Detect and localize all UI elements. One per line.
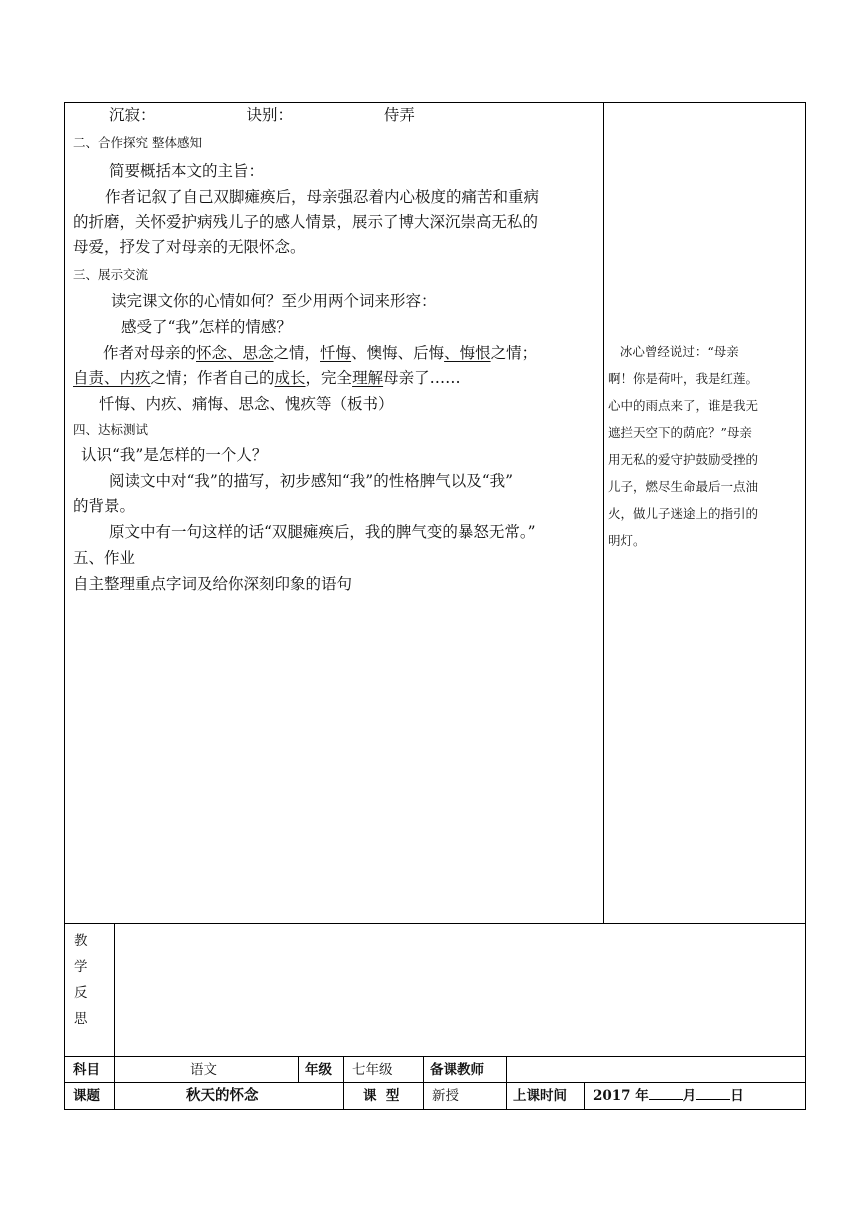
- info-col-divider: [423, 1056, 424, 1110]
- side-note-line: 用无私的爱守护鼓励受挫的: [608, 452, 759, 467]
- section-2-answer-line-2: 的折磨，关怀爱护病残儿子的感人情景，展示了博大深沉崇高无私的: [73, 213, 539, 231]
- section-2-question: 简要概括本文的主旨：: [109, 162, 265, 180]
- topic-label: 课题: [73, 1088, 100, 1104]
- side-note-line: 火，做儿子迷途上的指引的: [608, 506, 759, 521]
- section-2-answer-line-3: 母爱，抒发了对母亲的无限怀念。: [73, 238, 306, 256]
- type-label: 课 型: [363, 1088, 400, 1104]
- side-note-line: 冰心曾经说过：“母亲: [608, 344, 739, 359]
- text-fragment: 之情；: [490, 344, 538, 362]
- vocab-row: [109, 104, 415, 126]
- text-fragment: 母亲了……: [383, 369, 461, 387]
- underlined-term: 忏悔: [320, 344, 352, 362]
- subject-label: 科目: [73, 1062, 100, 1078]
- text-fragment: 之情；作者自己的: [150, 369, 275, 387]
- section-3-question-1: 读完课文你的心情如何？至少用两个词来形容：: [111, 292, 437, 310]
- section-3-answer-line-2: [73, 367, 461, 389]
- info-col-divider: [343, 1056, 344, 1110]
- section-4-answer-line-1: 阅读文中对“我”的描写，初步感知“我”的性格脾气以及“我”: [109, 472, 514, 490]
- subject-value: 语文: [190, 1062, 217, 1078]
- info-col-divider: [506, 1056, 507, 1110]
- reflection-row: [64, 923, 806, 1057]
- section-4-answer-line-3: 原文中有一句这样的话“双腿瘫痪后，我的脾气变的暴怒无常。”: [109, 523, 536, 541]
- day-blank[interactable]: [696, 1083, 730, 1100]
- class-date: [593, 1083, 744, 1109]
- section-4-question: 认识“我”是怎样的一个人？: [81, 446, 268, 464]
- side-note: [608, 338, 800, 554]
- reflection-label: [74, 928, 88, 1032]
- section-2-heading: 二、合作探究 整体感知: [73, 135, 202, 150]
- text-fragment: ，完全: [305, 369, 353, 387]
- info-col-divider: [584, 1083, 585, 1110]
- section-4-answer-line-2: 的背景。: [73, 497, 136, 515]
- side-note-line: 啊！你是荷叶，我是红莲。: [608, 371, 759, 386]
- vocab-word-3: 侍弄: [383, 106, 415, 124]
- topic-value: 秋天的怀念: [186, 1087, 259, 1104]
- vocab-word-2: 诀别：: [246, 106, 293, 124]
- type-value: 新授: [432, 1088, 459, 1104]
- underlined-term: 自责、内疚: [73, 369, 151, 387]
- grade-label: 年级: [305, 1062, 332, 1078]
- vocab-word-1: 沉寂：: [109, 106, 156, 124]
- side-note-line: 遮拦天空下的荫庇？”母亲: [608, 425, 752, 440]
- teacher-label: 备课教师: [430, 1062, 484, 1078]
- side-note-line: 儿子，燃尽生命最后一点油: [608, 479, 759, 494]
- column-divider: [603, 102, 604, 924]
- section-3-heading: 三、展示交流: [73, 267, 149, 282]
- underlined-term: 理解: [352, 369, 384, 387]
- reflection-label-char: 思: [74, 1011, 88, 1027]
- section-2-answer-line-1: 作者记叙了自己双脚瘫痪后，母亲强忍着内心极度的痛苦和重病: [105, 188, 540, 206]
- section-4-heading: 四、达标测试: [73, 422, 149, 437]
- text-fragment: 、懊悔、后悔: [351, 344, 445, 362]
- reflection-label-char: 学: [74, 959, 88, 975]
- underlined-term: 成长: [274, 369, 306, 387]
- date-day: 日: [730, 1088, 744, 1104]
- time-label: 上课时间: [513, 1088, 567, 1104]
- section-3-question-2: 感受了“我”怎样的情感？: [121, 318, 292, 336]
- section-5-content: 自主整理重点字词及给你深刻印象的语句: [73, 575, 353, 593]
- reflection-divider: [114, 923, 115, 1057]
- text-fragment: 作者对母亲的: [103, 344, 197, 362]
- info-col-divider: [298, 1056, 299, 1082]
- info-col-divider: [114, 1056, 115, 1110]
- underlined-term: 怀念、思念: [196, 344, 274, 362]
- reflection-label-char: 教: [74, 933, 88, 949]
- date-month: 月: [682, 1088, 697, 1104]
- side-note-line: 明灯。: [608, 533, 646, 548]
- text-fragment: 之情，: [273, 344, 321, 362]
- blackboard-note: 忏悔、内疚、痛悔、思念、愧疚等（板书）: [99, 395, 394, 413]
- underlined-term: 、悔恨: [444, 344, 491, 362]
- date-year: 2017 年: [593, 1088, 649, 1104]
- side-note-line: 心中的雨点来了，谁是我无: [608, 398, 759, 413]
- section-3-answer-line-1: [103, 342, 537, 364]
- section-5-heading: 五、作业: [73, 549, 136, 567]
- reflection-label-char: 反: [74, 985, 88, 1001]
- grade-value: 七年级: [352, 1062, 393, 1078]
- month-blank[interactable]: [649, 1083, 683, 1100]
